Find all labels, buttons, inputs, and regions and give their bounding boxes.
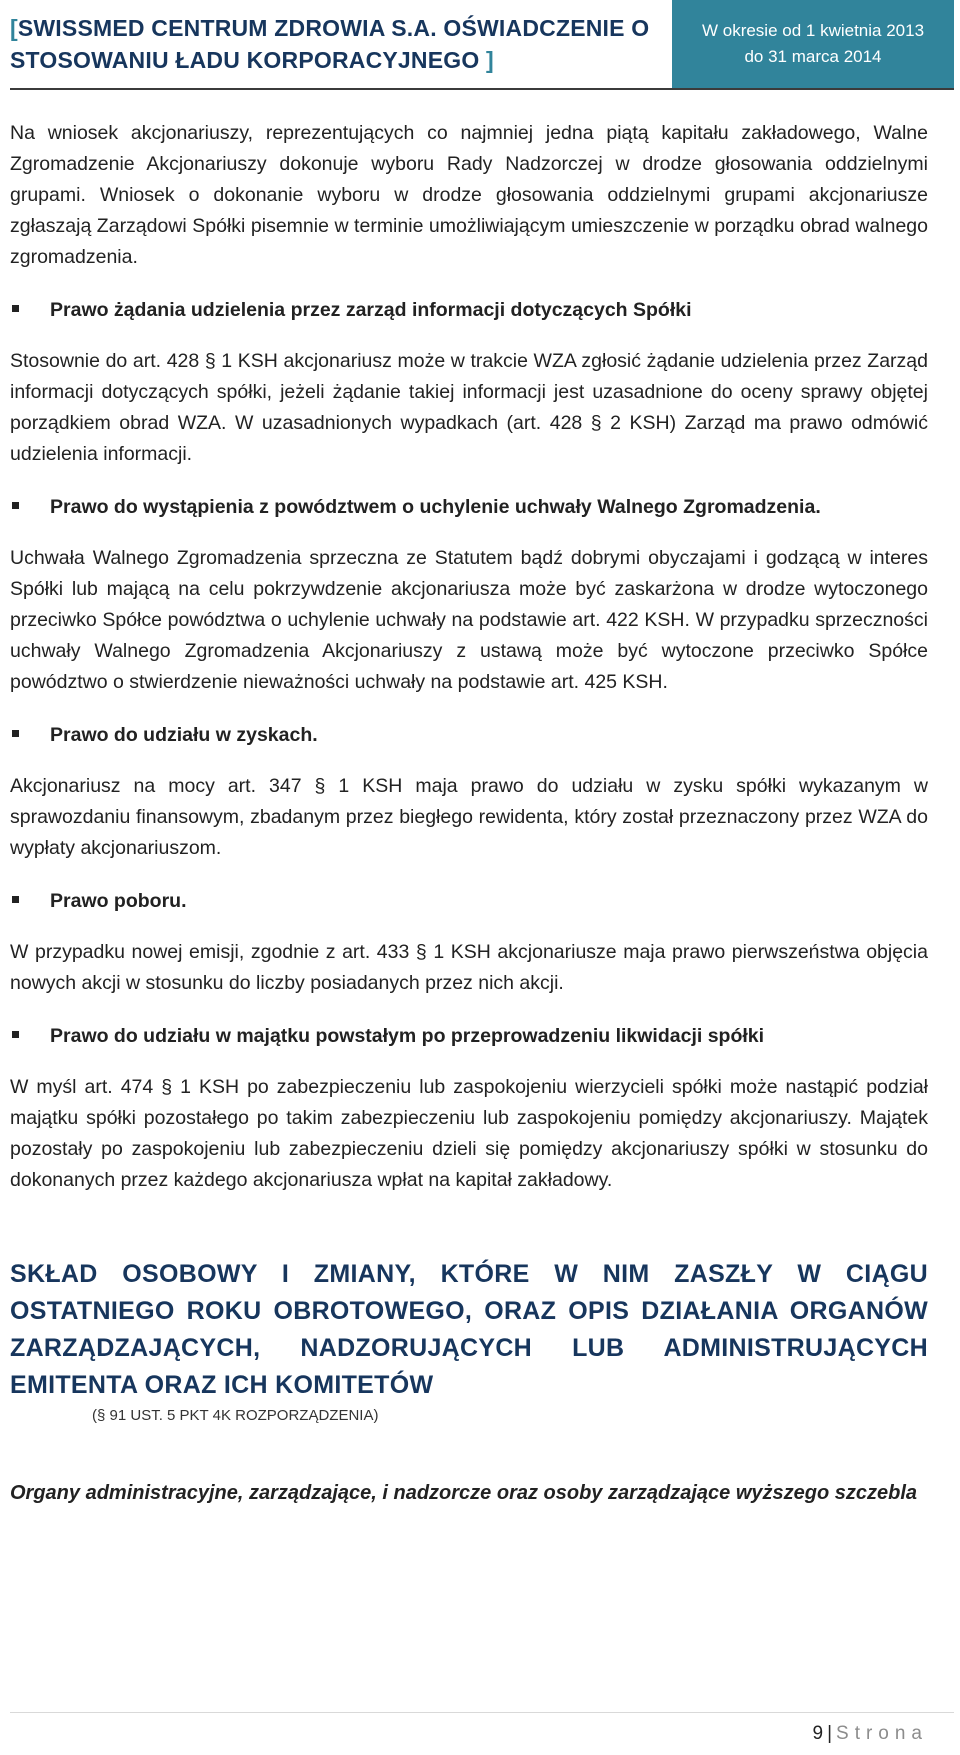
section-heading: SKŁAD OSOBOWY I ZMIANY, KTÓRE W NIM ZASZŁY W CIĄGU OSTATNIEGO ROKU OBROTOWEGO, ORAZ OPIS DZIAŁANIA ORGANÓW ZARZĄDZAJĄCYCH, NADZORUJĄCYCH LUB ADMINISTRUJĄCYCH EMITENTA ORAZ ICH KOMITETÓW [10, 1260, 928, 1399]
bullet-right-to-profits [10, 720, 928, 751]
bullet-text: Prawo do udziału w majątku powstałym po przeprowadzeniu likwidacji spółki [50, 1025, 765, 1047]
footer-divider [10, 1712, 954, 1713]
bullet-pre-emption-right [10, 886, 928, 917]
page-label: Strona [836, 1723, 928, 1744]
paragraph-pre-emption-right: W przypadku nowej emisji, zgodnie z art. 433 § 1 KSH akcjonariusze maja prawo pierwszeństwa objęcia nowych akcji w stosunku do liczby posiadanych przez nich akcji. [10, 941, 928, 994]
square-bullet-icon [12, 502, 19, 509]
bullet-liquidation-assets [10, 1021, 928, 1052]
subsection-heading-organs: Organy administracyjne, zarządzające, i nadzorcze oraz osoby zarządzające wyższego szczebla [10, 1482, 918, 1504]
title-bracket-close: ] [486, 47, 494, 73]
footer-separator: | [827, 1723, 833, 1744]
bullet-right-to-information [10, 295, 928, 326]
page-footer [813, 1720, 929, 1748]
page-header [10, 0, 954, 90]
paragraph-right-to-sue: Uchwała Walnego Zgromadzenia sprzeczna ze Statutem bądź dobrymi obyczajami i godzącą w interes Spółki lub mającą na celu pokrzywdzenie akcjonariusza może być zaskarżona w drodze wytoczonego przeciwko Spółce powództwa o uchylenie uchwały na podstawie art. 422 KSH. W przypadku sprzeczności uchwały Walnego Zgromadzenia Akcjonariuszy z ustawą może być wytoczone przeciwko Spółce powództwo o stwierdzenie nieważności uchwały na podstawie art. 425 KSH. [10, 547, 928, 693]
paragraph-supervisory-board-election: Na wniosek akcjonariuszy, reprezentujących co najmniej jedna piątą kapitału zakładowego, Walne Zgromadzenie Akcjonariuszy dokonuje wyboru Rady Nadzorczej w drodze głosowania oddzielnymi grupami. Wniosek o dokonanie wyboru w drodze głosowania oddzielnymi grupami akcjonariusze zgłaszają Zarządowi Spółki pisemnie w terminie umożliwiającym umieszczenie w porządku obrad walnego zgromadzenia. [10, 122, 928, 268]
bullet-right-to-sue [10, 492, 928, 523]
paragraph-right-to-profits: Akcjonariusz na mocy art. 347 § 1 KSH maja prawo do udziału w zysku spółki wykazanym w sprawozdaniu finansowym, zbadanym przez biegłego rewidenta, który został przeznaczony przez WZA do wypłaty akcjonariuszom. [10, 775, 928, 859]
paragraph-right-to-information: Stosownie do art. 428 § 1 KSH akcjonariusz może w trakcie WZA zgłosić żądanie udzielenia przez Zarząd informacji dotyczących spółki, jeżeli żądanie takiej informacji jest uzasadnione do oceny sprawy objętej porządkiem obrad WZA. W uzasadnionych wypadkach (art. 428 § 2 KSH) Zarząd ma prawo odmówić udzielenia informacji. [10, 350, 928, 465]
reporting-period-box [672, 0, 954, 88]
bullet-text: Prawo poboru. [50, 890, 187, 912]
square-bullet-icon [12, 1031, 19, 1038]
period-line-1: W okresie od 1 kwietnia 2013 [701, 21, 925, 40]
bullet-text: Prawo do wystąpienia z powództwem o uchylenie uchwały Walnego Zgromadzenia. [50, 496, 821, 518]
bullet-text: Prawo do udziału w zyskach. [50, 724, 318, 746]
square-bullet-icon [12, 896, 19, 903]
square-bullet-icon [12, 730, 19, 737]
period-line-2: do 31 marca 2014 [744, 47, 882, 66]
document-title [10, 12, 670, 76]
paragraph-liquidation-assets: W myśl art. 474 § 1 KSH po zabezpieczeniu lub zaspokojeniu wierzycieli spółki może nastąpić podział majątku spółki pozostałego po takim zabezpieczeniu lub zaspokojeniu pomiędzy akcjonariuszy. Majątek pozostały po zaspokojeniu lub zabezpieczeniu dzieli się pomiędzy akcjonariuszy spółki w stosunku do dokonanych przez każdego akcjonariusza wpłat na kapitał zakładowy. [10, 1076, 928, 1191]
section-regulation-note: (§ 91 UST. 5 PKT 4K ROZPORZĄDZENIA) [92, 1407, 379, 1424]
bullet-text: Prawo żądania udzielenia przez zarząd informacji dotyczących Spółki [50, 299, 692, 321]
document-title-text: SWISSMED CENTRUM ZDROWIA S.A. OŚWIADCZENIE O STOSOWANIU ŁADU KORPORACYJNEGO [10, 15, 650, 73]
square-bullet-icon [12, 305, 19, 312]
document-body [10, 118, 928, 1509]
title-bracket-open: [ [10, 15, 18, 41]
page-number: 9 [812, 1723, 824, 1744]
